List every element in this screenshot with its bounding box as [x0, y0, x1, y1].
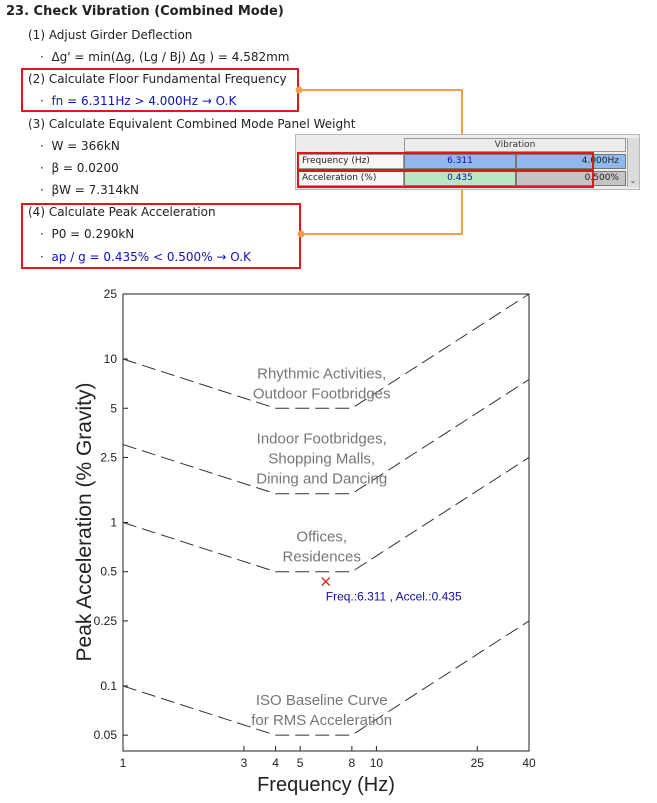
deflection-value: Δg' = min(Δg, (Lg / Bj) Δg ) = 4.582mm: [51, 50, 290, 64]
x-tick-label: 10: [369, 756, 384, 770]
x-tick-label: 4: [272, 756, 279, 770]
beta-w-value: βW = 7.314kN: [51, 183, 139, 197]
frequency-limit-cell[interactable]: 4.000Hz: [516, 154, 626, 169]
curve-label: Indoor Footbridges,: [256, 430, 387, 448]
curve-label: Residences: [282, 548, 361, 566]
curve-label: for RMS Acceleration: [251, 712, 393, 730]
frequency-bullet: · fn = 6.311Hz > 4.000Hz → O.K: [40, 94, 237, 108]
step-floor-frequency: (2) Calculate Floor Fundamental Frequency: [28, 72, 287, 86]
x-tick-label: 25: [470, 756, 484, 770]
step-peak-acceleration: (4) Calculate Peak Acceleration: [28, 205, 216, 219]
plot-frame: [123, 294, 529, 751]
y-tick-label: 0.1: [100, 678, 117, 693]
acceleration-connector: [301, 184, 462, 234]
chevron-down-icon[interactable]: ⌄: [629, 176, 637, 185]
step-panel-weight: (3) Calculate Equivalent Combined Mode Panel Weight: [28, 117, 356, 131]
accel-bullet: · ap / g = 0.435% < 0.500% → O.K: [40, 250, 251, 264]
y-tick-label: 5: [110, 401, 117, 416]
curve-label: Offices,: [296, 528, 348, 546]
curve-label: Rhythmic Activities,: [257, 365, 387, 383]
x-tick-label: 3: [240, 756, 248, 770]
frequency-check: fn = 6.311Hz > 4.000Hz → O.K: [51, 94, 237, 108]
beta-bullet: · β = 0.0200: [40, 161, 119, 175]
y-tick-label: 0.25: [93, 613, 117, 628]
weight-bullet: · W = 366kN: [40, 139, 120, 153]
acceleration-value-cell[interactable]: 0.435: [404, 171, 516, 186]
acceleration-limit-cell[interactable]: 0.500%: [516, 171, 626, 186]
step-adjust-girder-deflection: (1) Adjust Girder Deflection: [28, 28, 193, 42]
panel-header: Vibration: [404, 138, 626, 152]
y-tick-label: 10: [103, 352, 117, 367]
y-tick-label: 2.5: [100, 450, 117, 465]
y-axis-label: Peak Acceleration (% Gravity): [73, 382, 96, 662]
curve-label: ISO Baseline Curve: [255, 692, 388, 710]
x-tick-label: 1: [119, 756, 127, 770]
curve-label: Outdoor Footbridges: [252, 385, 391, 403]
y-tick-label: 0.5: [100, 564, 117, 579]
acceleration-row-highlight: [297, 170, 594, 188]
frequency-row-label: Frequency (Hz): [298, 154, 404, 169]
curve-label: Dining and Dancing: [256, 470, 388, 488]
frequency-value-cell[interactable]: 6.311: [404, 154, 516, 169]
p0-value: P0 = 0.290kN: [51, 227, 135, 241]
x-tick-label: 8: [348, 756, 356, 770]
beta-value: β = 0.0200: [51, 161, 119, 175]
frequency-row-highlight: [297, 152, 594, 171]
beta-w-bullet: · βW = 7.314kN: [40, 183, 139, 197]
acceleration-row-label: Acceleration (%): [298, 171, 404, 186]
curve-label: Shopping Malls,: [268, 450, 376, 468]
accel-check: ap / g = 0.435% < 0.500% → O.K: [51, 250, 251, 264]
weight-value: W = 366kN: [51, 139, 120, 153]
x-tick-label: 40: [522, 756, 536, 770]
y-tick-label: 0.05: [93, 728, 117, 743]
y-tick-label: 25: [103, 287, 117, 301]
p0-bullet: · P0 = 0.290kN: [40, 227, 135, 241]
result-point-label: Freq.:6.311 , Accel.:0.435: [325, 589, 462, 604]
x-tick-label: 5: [296, 756, 304, 770]
section-title: 23. Check Vibration (Combined Mode): [6, 4, 284, 19]
frequency-connector-dot: [296, 87, 303, 94]
acceleration-connector-dot: [298, 231, 305, 238]
y-tick-label: 1: [110, 515, 117, 530]
deflection-bullet: · Δg' = min(Δg, (Lg / Bj) Δg ) = 4.582mm: [40, 50, 290, 64]
vibration-panel: [295, 134, 640, 190]
vibration-criteria-chart: [0, 280, 657, 803]
x-axis-label: Frequency (Hz): [257, 774, 395, 796]
